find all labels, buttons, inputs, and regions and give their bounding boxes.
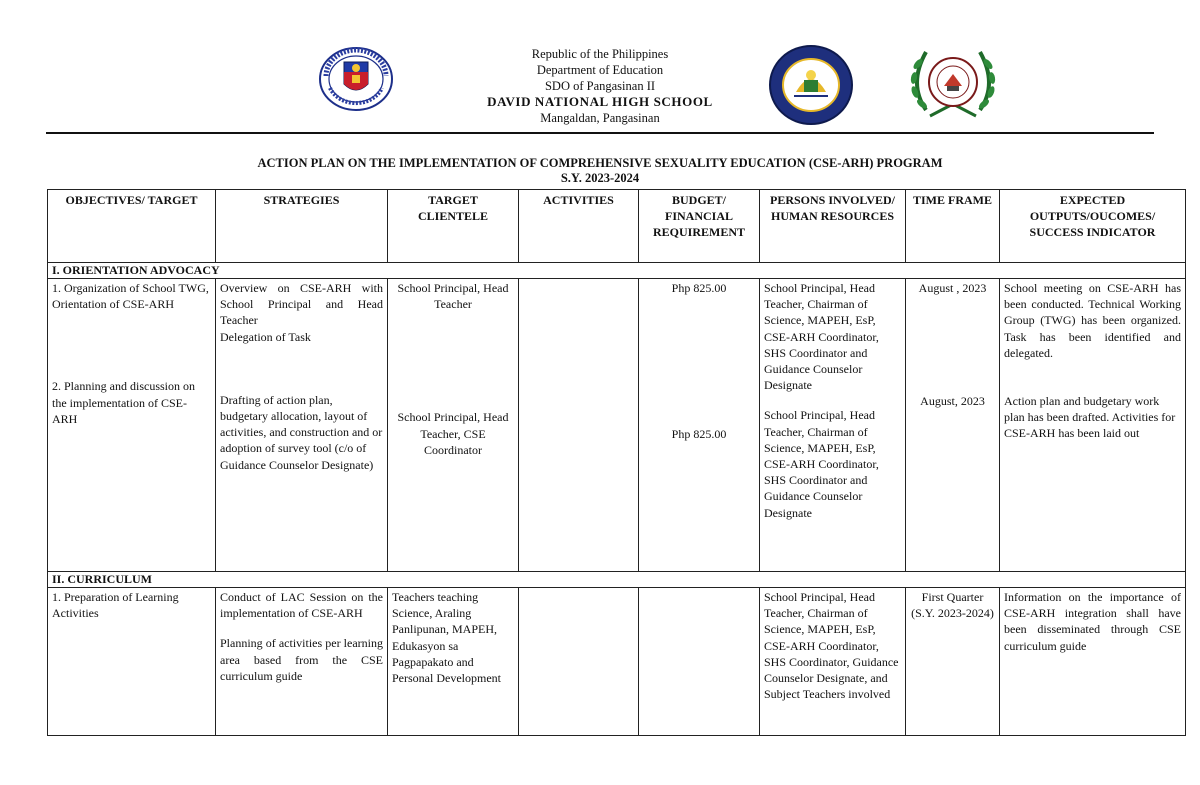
outputs-2: Action plan and budgetary work plan has been drafted. Activities for CSE-ARH has been laid out bbox=[1004, 394, 1176, 441]
clientele-cell bbox=[388, 279, 519, 572]
table-header-row bbox=[48, 190, 1186, 263]
budget-3 bbox=[639, 588, 760, 736]
school-location: Mangaldan, Pangasinan bbox=[540, 111, 660, 125]
strategy-3b: Planning of activities per learning area based from the CSE curriculum guide bbox=[220, 636, 383, 683]
pangasinan-division-seal-icon bbox=[768, 44, 854, 126]
republic-line: Republic of the Philippines bbox=[531, 47, 669, 61]
header-strategies: STRATEGIES bbox=[216, 190, 388, 263]
strategy-cell-3 bbox=[216, 588, 388, 736]
letterhead bbox=[0, 0, 1200, 140]
header-objectives: OBJECTIVES/ TARGET bbox=[48, 190, 216, 263]
outputs-1: School meeting on CSE-ARH has been conducted. Technical Working Group (TWG) has been organized. Task has been identified and delegated. bbox=[1004, 281, 1181, 360]
strategy-1b: Delegation of Task bbox=[220, 329, 311, 344]
budget-2: Php 825.00 bbox=[671, 427, 727, 442]
section-orientation: I. ORIENTATION ADVOCACY bbox=[48, 263, 1186, 279]
time-2: August, 2023 bbox=[920, 394, 985, 409]
time-3: First Quarter (S.Y. 2023-2024) bbox=[906, 588, 1000, 736]
section-row bbox=[48, 572, 1186, 588]
table-row bbox=[48, 279, 1186, 572]
section-curriculum: II. CURRICULUM bbox=[48, 572, 1186, 588]
title-line: ACTION PLAN ON THE IMPLEMENTATION OF COMPREHENSIVE SEXUALITY EDUCATION (CSE-ARH) PROGRAM bbox=[257, 156, 943, 170]
persons-3: School Principal, Head Teacher, Chairman of Science, MAPEH, EsP, CSE-ARH Coordinator, SHS Coordinator, Guidance Counselor Designate, and Subject Teachers involved bbox=[760, 588, 906, 736]
header-persons: PERSONS INVOLVED/ HUMAN RESOURCES bbox=[760, 190, 906, 263]
objective-2: 2. Planning and discussion on the implementation of CSE-ARH bbox=[52, 379, 195, 426]
persons-2: School Principal, Head Teacher, Chairman of Science, MAPEH, EsP, CSE-ARH Coordinator, SHS Coordinator and Guidance Counselor Designate bbox=[764, 408, 879, 520]
clientele-1: School Principal, Head Teacher bbox=[397, 281, 509, 312]
department-line: Department of Education bbox=[536, 63, 664, 77]
deped-seal-icon bbox=[318, 46, 394, 112]
activities-3 bbox=[519, 588, 639, 736]
header-clientele: TARGET CLIENTELE bbox=[388, 190, 519, 263]
strategy-1: Overview on CSE-ARH with School Principal and Head Teacher bbox=[220, 281, 383, 328]
table-row bbox=[48, 588, 1186, 736]
outputs-3: Information on the importance of CSE-ARH integration shall have been disseminated through CSE curriculum guide bbox=[1000, 588, 1186, 736]
header-budget: BUDGET/ FINANCIAL REQUIREMENT bbox=[639, 190, 760, 263]
time-cell bbox=[906, 279, 1000, 572]
strategy-cell bbox=[216, 279, 388, 572]
objective-1: 1. Organization of School TWG, Orientation of CSE-ARH bbox=[52, 281, 209, 312]
header-time: TIME FRAME bbox=[906, 190, 1000, 263]
clientele-2: School Principal, Head Teacher, CSE Coordinator bbox=[397, 410, 509, 457]
strategy-2: Drafting of action plan, budgetary allocation, layout of activities, and construction and or adoption of survey tool (c/o of Guidance Counselor Designate) bbox=[220, 392, 383, 472]
activities-cell bbox=[519, 279, 639, 572]
section-row bbox=[48, 263, 1186, 279]
school-name: DAVID NATIONAL HIGH SCHOOL bbox=[487, 94, 713, 109]
objective-3: 1. Preparation of Learning Activities bbox=[48, 588, 216, 736]
division-line: SDO of Pangasinan II bbox=[544, 79, 656, 93]
header-activities: ACTIVITIES bbox=[519, 190, 639, 263]
objective-cell bbox=[48, 279, 216, 572]
header-rule bbox=[46, 132, 1154, 134]
strategy-3: Conduct of LAC Session on the implementation of CSE-ARH bbox=[220, 590, 383, 621]
document-title bbox=[0, 156, 1200, 186]
budget-1: Php 825.00 bbox=[671, 281, 727, 295]
header-outputs: EXPECTED OUTPUTS/OUCOMES/ SUCCESS INDICATOR bbox=[1000, 190, 1186, 263]
clientele-3: Teachers teaching Science, Araling Panlipunan, MAPEH, Edukasyon sa Pagpapakato and Personal Development bbox=[388, 588, 519, 736]
persons-cell bbox=[760, 279, 906, 572]
budget-cell bbox=[639, 279, 760, 572]
school-year-line: S.Y. 2023-2024 bbox=[560, 171, 640, 185]
letterhead-text bbox=[450, 46, 750, 126]
time-1: August , 2023 bbox=[918, 281, 987, 295]
action-plan-table bbox=[47, 189, 1186, 736]
outputs-cell bbox=[1000, 279, 1186, 572]
school-logo-icon bbox=[906, 40, 1000, 128]
persons-1: School Principal, Head Teacher, Chairman of Science, MAPEH, EsP, CSE-ARH Coordinator, SHS Coordinator and Guidance Counselor Designate bbox=[764, 281, 879, 393]
